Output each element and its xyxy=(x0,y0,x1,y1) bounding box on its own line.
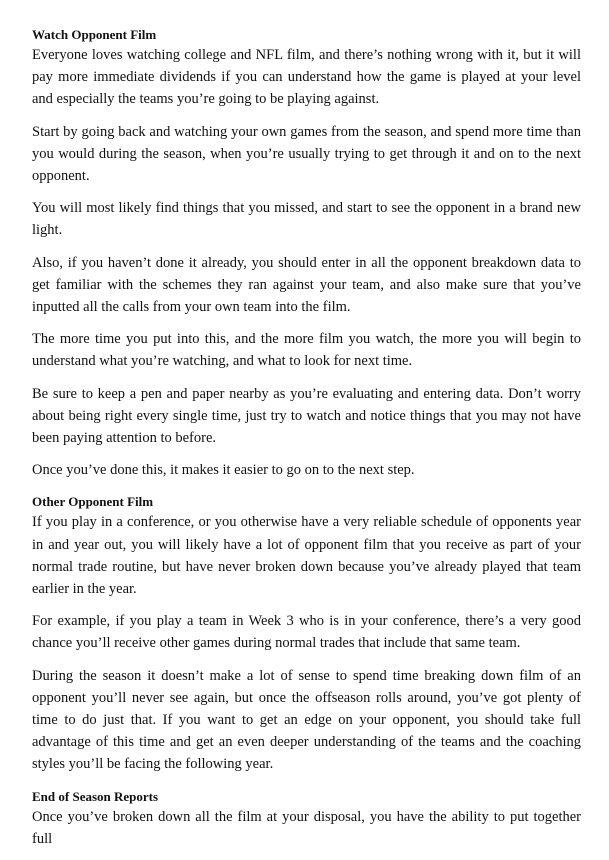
paragraph: You will most likely find things that you missed, and start to see the opponent in a brand new light. xyxy=(32,200,581,239)
section-heading: Watch Opponent Film xyxy=(32,27,157,42)
paragraph: Be sure to keep a pen and paper nearby as you’re evaluating and entering data. Don’t worry about being right every single time, just try to watch and notice things that you may not have been paying attention to before. xyxy=(32,385,581,447)
section-heading: End of Season Reports xyxy=(32,788,159,804)
section-other-opponent-film xyxy=(32,493,581,775)
paragraph: For example, if you play a team in Week 3 who is in your conference, there’s a very good chance you’ll receive other games during normal trades that include that same team. xyxy=(32,613,581,652)
paragraph: Once you’ve broken down all the film at your disposal, you have the ability to put together full xyxy=(32,808,581,847)
paragraph: During the season it doesn’t make a lot of sense to spend time breaking down film of an opponent you’ll never see again, but once the offseason rolls around, you’ve got plenty of time to do just that. If you want to get an edge on your opponent, you should take full advantage of this time and get an even deeper understanding of the teams and the coaching styles you’ll be facing the following year. xyxy=(32,667,581,773)
section-end-of-season-reports xyxy=(32,788,581,850)
paragraph: Once you’ve done this, it makes it easier to go on to the next step. xyxy=(32,462,415,479)
paragraph: Everyone loves watching college and NFL film, and there’s nothing wrong with it, but it will pay more immediate dividends if you can understand how the game is played at your level and especially the teams you’re going to be playing against. xyxy=(32,47,581,108)
paragraph: The more time you put into this, and the more film you watch, the more you will begin to understand what you’re watching, and what to look for next time. xyxy=(32,331,581,370)
document-body xyxy=(32,26,581,860)
paragraph: If you play in a conference, or you otherwise have a very reliable schedule of opponents year in and year out, you will likely have a lot of opponent film that you receive as part of your normal trade routine, but have never broken down because you’ve already played that team earlier in the year. xyxy=(32,514,581,598)
paragraph: Start by going back and watching your own games from the season, and spend more time than you would during the season, when you’re usually trying to get through it and on to the next opponent. xyxy=(32,123,581,185)
section-heading: Other Opponent Film xyxy=(32,494,154,510)
section-watch-opponent-film xyxy=(32,26,581,481)
paragraph: Also, if you haven’t done it already, you should enter in all the opponent breakdown data to get familiar with the schemes they ran against your team, and also make sure that you’ve inputted all the calls from your own team into the film. xyxy=(32,254,581,316)
